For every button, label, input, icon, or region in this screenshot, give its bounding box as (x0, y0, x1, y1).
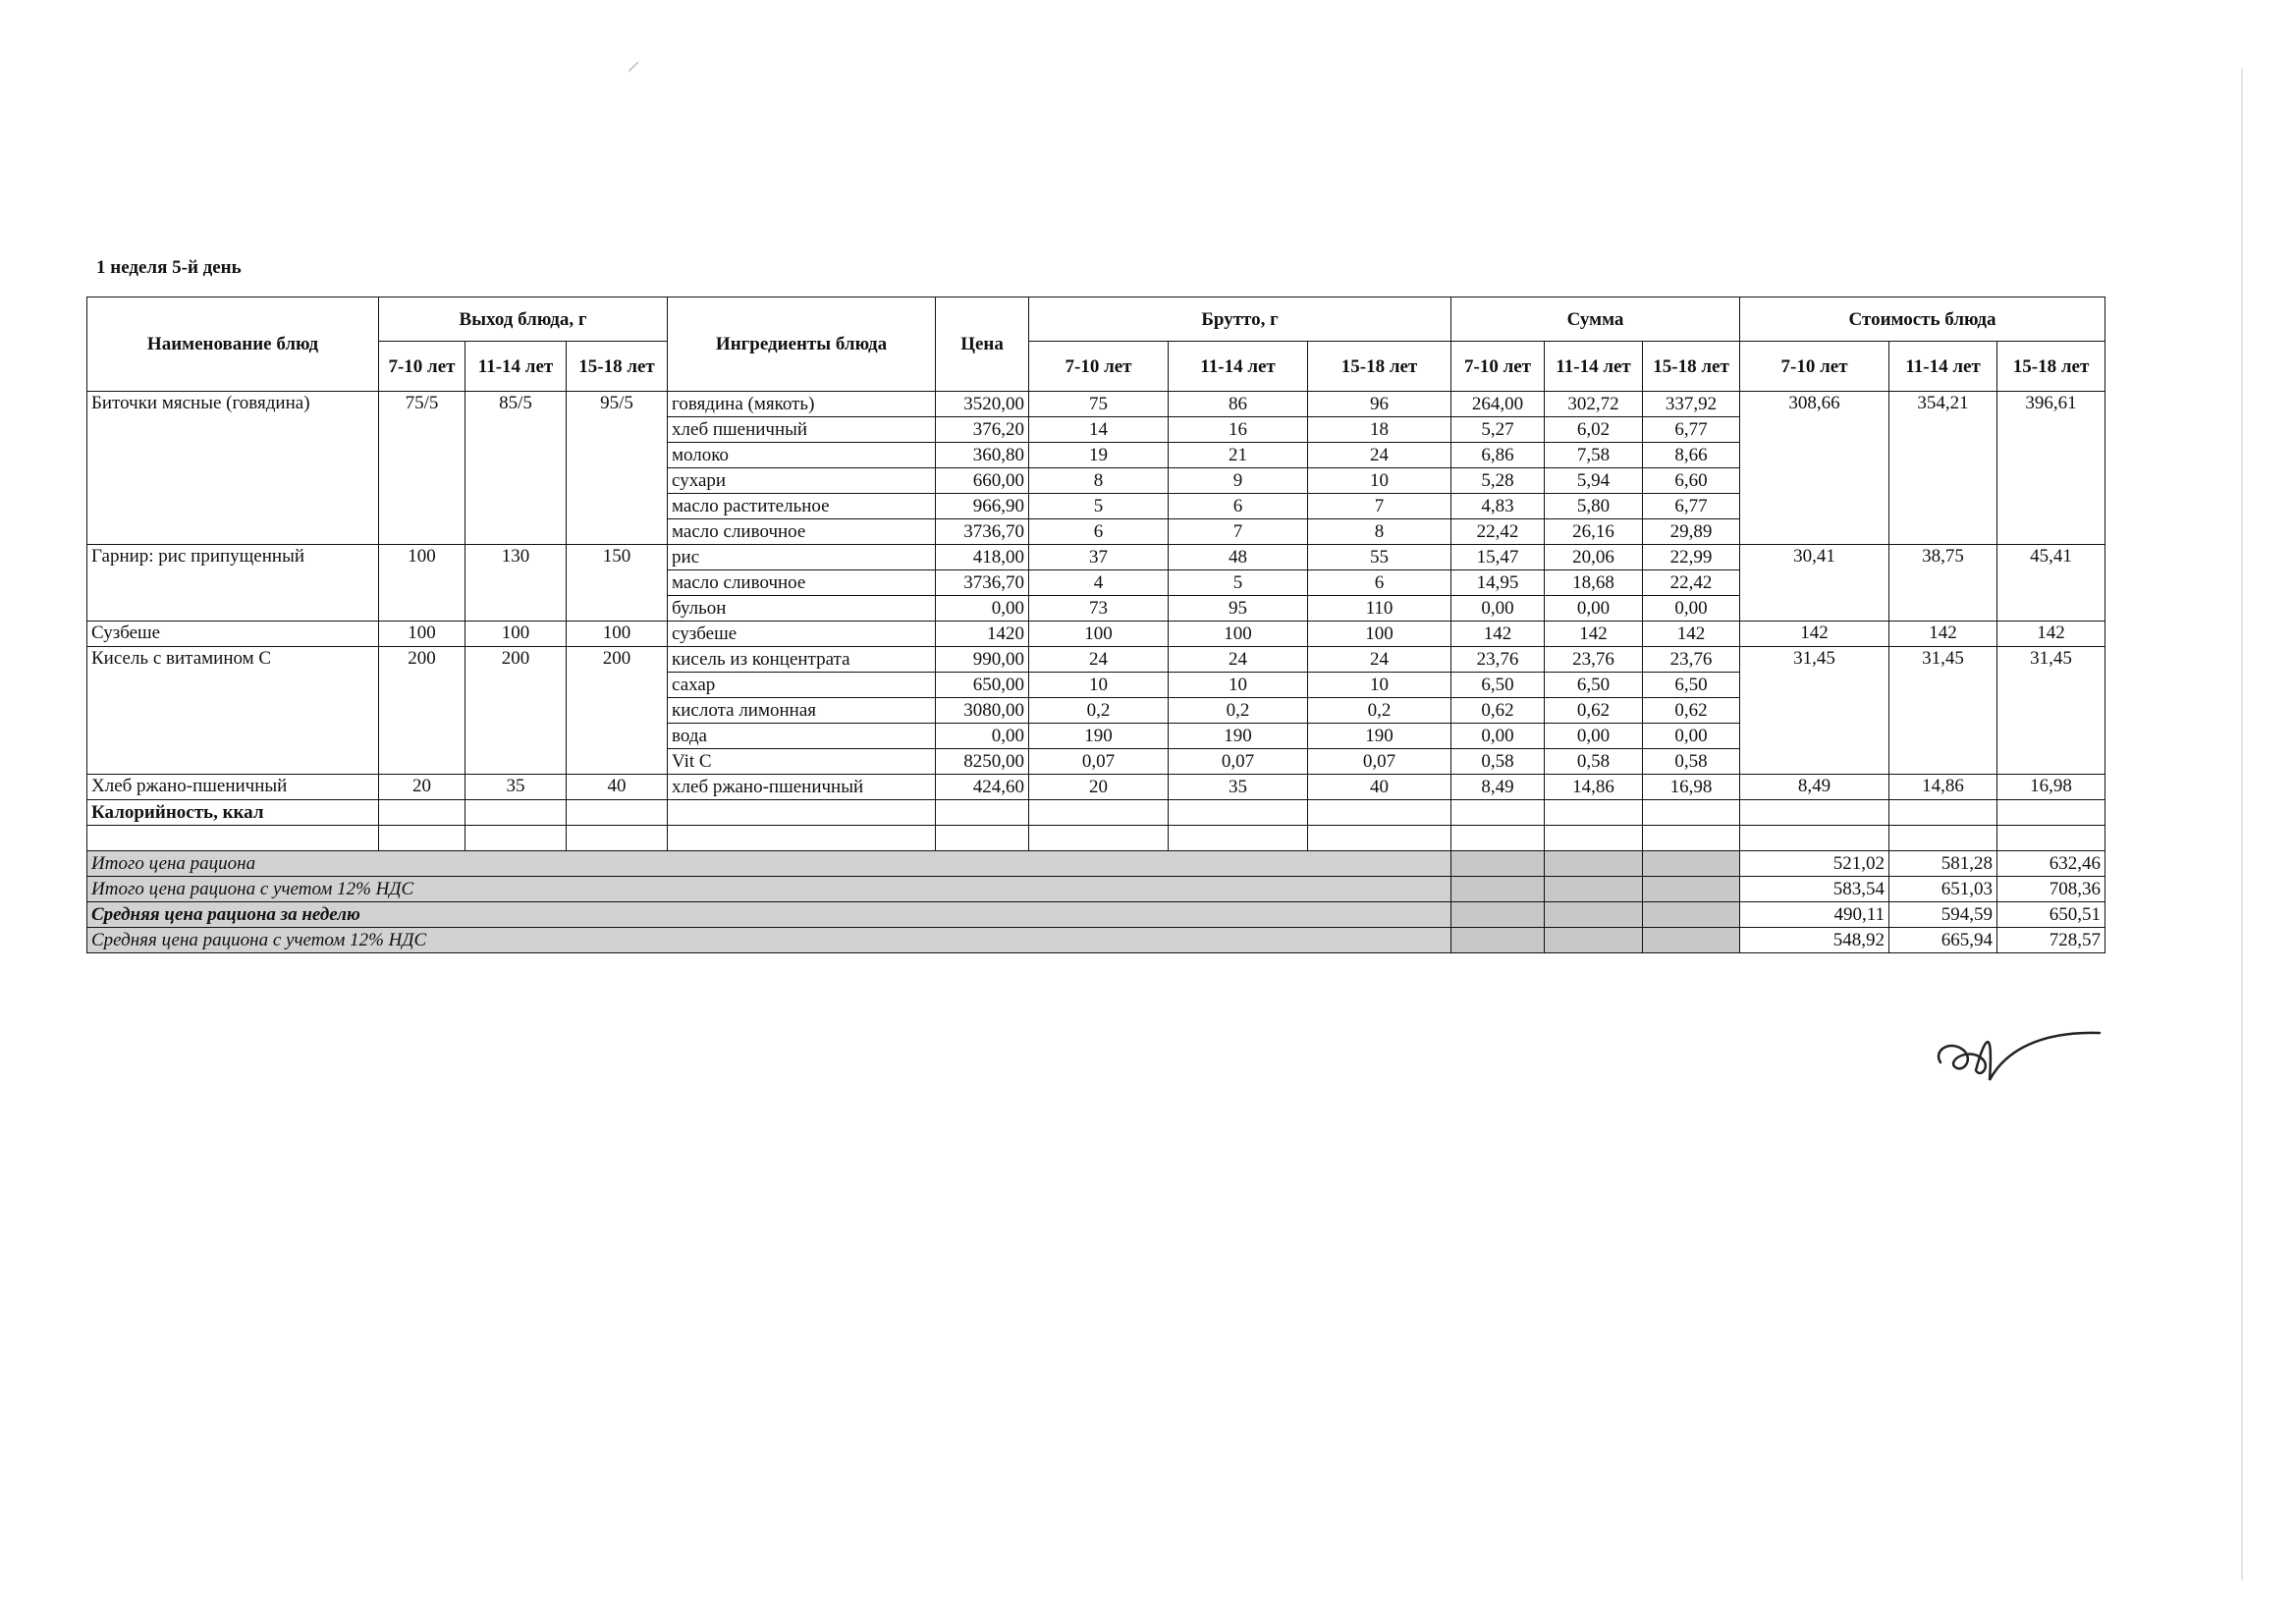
total-label: Средняя цена рациона за неделю (87, 902, 1451, 928)
table-row (87, 545, 2105, 570)
header-cost-age-2: 15-18 лет (1997, 342, 2105, 392)
header-gross: Брутто, г (1029, 298, 1451, 342)
calories-cell (1308, 800, 1451, 826)
scan-page-edge (2241, 69, 2243, 1581)
total-value: 490,11 (1740, 902, 1889, 928)
calories-cell (1740, 800, 1889, 826)
ingredient-price: 376,20 (936, 417, 1029, 443)
ingredient-gross: 96 (1308, 392, 1451, 417)
calories-cell (936, 800, 1029, 826)
dish-output: 200 (379, 647, 465, 775)
header-output-age-0: 7-10 лет (379, 342, 465, 392)
header-dish-name: Наименование блюд (87, 298, 379, 392)
total-sum-cell (1451, 928, 1545, 953)
ingredient-sum: 15,47 (1451, 545, 1545, 570)
ingredient-gross: 35 (1169, 775, 1308, 800)
ingredient-price: 0,00 (936, 724, 1029, 749)
total-row (87, 902, 2105, 928)
spacer-cell (1451, 826, 1545, 851)
ingredient-gross: 95 (1169, 596, 1308, 622)
spacer-cell (1643, 826, 1740, 851)
total-value: 728,57 (1997, 928, 2105, 953)
ingredient-sum: 8,49 (1451, 775, 1545, 800)
ingredient-sum: 23,76 (1643, 647, 1740, 673)
ingredient-gross: 73 (1029, 596, 1169, 622)
calories-cell (1889, 800, 1997, 826)
total-value: 521,02 (1740, 851, 1889, 877)
ingredient-sum: 264,00 (1451, 392, 1545, 417)
total-sum-cell (1643, 902, 1740, 928)
spacer-cell (668, 826, 936, 851)
ingredient-sum: 5,27 (1451, 417, 1545, 443)
ingredient-sum: 14,86 (1545, 775, 1643, 800)
page-title: 1 неделя 5-й день (96, 257, 242, 278)
dish-cost: 38,75 (1889, 545, 1997, 622)
dish-cost: 142 (1997, 622, 2105, 647)
ingredient-gross: 18 (1308, 417, 1451, 443)
dish-cost: 142 (1889, 622, 1997, 647)
ingredient-sum: 0,58 (1451, 749, 1545, 775)
dish-name: Хлеб ржано-пшеничный (87, 775, 379, 800)
ingredient-gross: 10 (1308, 468, 1451, 494)
calories-row (87, 800, 2105, 826)
ingredient-name: сухари (668, 468, 936, 494)
ingredient-gross: 110 (1308, 596, 1451, 622)
total-row (87, 877, 2105, 902)
total-value: 708,36 (1997, 877, 2105, 902)
ingredient-gross: 55 (1308, 545, 1451, 570)
ingredient-sum: 0,58 (1545, 749, 1643, 775)
ingredient-gross: 21 (1169, 443, 1308, 468)
header-gross-age-0: 7-10 лет (1029, 342, 1169, 392)
table-row (87, 392, 2105, 417)
ingredient-name: молоко (668, 443, 936, 468)
ingredient-name: хлеб ржано-пшеничный (668, 775, 936, 800)
ingredient-price: 3736,70 (936, 570, 1029, 596)
ingredient-sum: 26,16 (1545, 519, 1643, 545)
header-sum-age-2: 15-18 лет (1643, 342, 1740, 392)
ingredient-gross: 10 (1029, 673, 1169, 698)
ingredient-sum: 0,62 (1451, 698, 1545, 724)
total-row (87, 928, 2105, 953)
dish-cost: 142 (1740, 622, 1889, 647)
dish-name: Кисель с витамином С (87, 647, 379, 775)
total-value: 651,03 (1889, 877, 1997, 902)
ingredient-price: 966,90 (936, 494, 1029, 519)
ingredient-gross: 10 (1169, 673, 1308, 698)
ingredient-gross: 14 (1029, 417, 1169, 443)
spacer-row (87, 826, 2105, 851)
ingredient-gross: 86 (1169, 392, 1308, 417)
ingredient-sum: 18,68 (1545, 570, 1643, 596)
ingredient-price: 360,80 (936, 443, 1029, 468)
total-label: Итого цена рациона с учетом 12% НДС (87, 877, 1451, 902)
ingredient-gross: 19 (1029, 443, 1169, 468)
dish-name: Биточки мясные (говядина) (87, 392, 379, 545)
dish-output: 200 (465, 647, 567, 775)
ingredient-gross: 75 (1029, 392, 1169, 417)
spacer-cell (567, 826, 668, 851)
ingredient-sum: 22,42 (1451, 519, 1545, 545)
header-cost-age-1: 11-14 лет (1889, 342, 1997, 392)
ingredient-gross: 100 (1169, 622, 1308, 647)
ingredient-gross: 190 (1308, 724, 1451, 749)
header-output-age-2: 15-18 лет (567, 342, 668, 392)
dish-cost: 8,49 (1740, 775, 1889, 800)
header-sum-age-0: 7-10 лет (1451, 342, 1545, 392)
total-sum-cell (1451, 851, 1545, 877)
ingredient-sum: 0,00 (1643, 596, 1740, 622)
table-row (87, 775, 2105, 800)
ingredient-name: масло растительное (668, 494, 936, 519)
dish-cost: 308,66 (1740, 392, 1889, 545)
ingredient-gross: 6 (1308, 570, 1451, 596)
ingredient-gross: 24 (1308, 647, 1451, 673)
total-sum-cell (1545, 851, 1643, 877)
total-value: 581,28 (1889, 851, 1997, 877)
ingredient-price: 650,00 (936, 673, 1029, 698)
header-sum: Сумма (1451, 298, 1740, 342)
ingredient-name: кисель из концентрата (668, 647, 936, 673)
ingredient-name: бульон (668, 596, 936, 622)
ingredient-gross: 24 (1029, 647, 1169, 673)
spacer-cell (936, 826, 1029, 851)
ingredient-gross: 5 (1169, 570, 1308, 596)
dish-output: 75/5 (379, 392, 465, 545)
ingredient-price: 1420 (936, 622, 1029, 647)
ingredient-gross: 6 (1029, 519, 1169, 545)
ingredient-sum: 23,76 (1451, 647, 1545, 673)
calories-label: Калорийность, ккал (87, 800, 379, 826)
dish-cost: 45,41 (1997, 545, 2105, 622)
calories-cell (1643, 800, 1740, 826)
calories-cell (1545, 800, 1643, 826)
total-sum-cell (1545, 928, 1643, 953)
dish-cost: 396,61 (1997, 392, 2105, 545)
header-price: Цена (936, 298, 1029, 392)
ingredient-name: масло сливочное (668, 519, 936, 545)
ingredient-sum: 142 (1451, 622, 1545, 647)
dish-output: 40 (567, 775, 668, 800)
dish-output: 100 (379, 545, 465, 622)
dish-cost: 31,45 (1889, 647, 1997, 775)
ingredient-sum: 16,98 (1643, 775, 1740, 800)
total-value: 594,59 (1889, 902, 1997, 928)
ingredient-sum: 14,95 (1451, 570, 1545, 596)
ingredient-sum: 29,89 (1643, 519, 1740, 545)
header-output: Выход блюда, г (379, 298, 668, 342)
ingredient-price: 3080,00 (936, 698, 1029, 724)
table-row (87, 647, 2105, 673)
ingredient-gross: 40 (1308, 775, 1451, 800)
ingredient-price: 990,00 (936, 647, 1029, 673)
header-cost: Стоимость блюда (1740, 298, 2105, 342)
dish-output: 130 (465, 545, 567, 622)
total-sum-cell (1545, 877, 1643, 902)
header-sum-age-1: 11-14 лет (1545, 342, 1643, 392)
calories-cell (668, 800, 936, 826)
dish-cost: 30,41 (1740, 545, 1889, 622)
ingredient-price: 8250,00 (936, 749, 1029, 775)
ingredient-price: 0,00 (936, 596, 1029, 622)
dish-cost: 16,98 (1997, 775, 2105, 800)
dish-output: 100 (567, 622, 668, 647)
ingredient-name: вода (668, 724, 936, 749)
dish-cost: 14,86 (1889, 775, 1997, 800)
total-value: 548,92 (1740, 928, 1889, 953)
ingredient-sum: 23,76 (1545, 647, 1643, 673)
ingredient-sum: 142 (1545, 622, 1643, 647)
ingredient-sum: 0,00 (1545, 724, 1643, 749)
dish-output: 200 (567, 647, 668, 775)
ingredient-sum: 6,50 (1545, 673, 1643, 698)
ingredient-sum: 6,02 (1545, 417, 1643, 443)
ingredient-gross: 7 (1169, 519, 1308, 545)
ingredient-sum: 6,77 (1643, 417, 1740, 443)
ingredient-gross: 0,2 (1308, 698, 1451, 724)
ingredient-name: сахар (668, 673, 936, 698)
dish-output: 20 (379, 775, 465, 800)
ingredient-gross: 5 (1029, 494, 1169, 519)
dish-cost: 31,45 (1997, 647, 2105, 775)
ingredient-sum: 0,00 (1451, 596, 1545, 622)
ingredient-sum: 0,00 (1451, 724, 1545, 749)
ingredient-gross: 6 (1169, 494, 1308, 519)
ingredient-name: говядина (мякоть) (668, 392, 936, 417)
ingredient-sum: 6,77 (1643, 494, 1740, 519)
total-sum-cell (1451, 877, 1545, 902)
spacer-cell (1169, 826, 1308, 851)
ingredient-sum: 0,00 (1545, 596, 1643, 622)
menu-table (86, 297, 2105, 953)
dish-output: 35 (465, 775, 567, 800)
ingredient-price: 3520,00 (936, 392, 1029, 417)
ingredient-name: хлеб пшеничный (668, 417, 936, 443)
ingredient-gross: 37 (1029, 545, 1169, 570)
ingredient-sum: 0,62 (1643, 698, 1740, 724)
ingredient-gross: 0,2 (1169, 698, 1308, 724)
total-sum-cell (1545, 902, 1643, 928)
ingredient-gross: 20 (1029, 775, 1169, 800)
calories-cell (1029, 800, 1169, 826)
ingredient-gross: 0,07 (1029, 749, 1169, 775)
total-value: 665,94 (1889, 928, 1997, 953)
ingredient-gross: 0,07 (1169, 749, 1308, 775)
ingredient-sum: 4,83 (1451, 494, 1545, 519)
header-gross-age-1: 11-14 лет (1169, 342, 1308, 392)
total-sum-cell (1451, 902, 1545, 928)
total-value: 583,54 (1740, 877, 1889, 902)
ingredient-price: 660,00 (936, 468, 1029, 494)
ingredient-sum: 5,28 (1451, 468, 1545, 494)
header-gross-age-2: 15-18 лет (1308, 342, 1451, 392)
dish-name: Сузбеше (87, 622, 379, 647)
ingredient-name: Vit C (668, 749, 936, 775)
ingredient-sum: 6,60 (1643, 468, 1740, 494)
ingredient-gross: 4 (1029, 570, 1169, 596)
ingredient-gross: 190 (1169, 724, 1308, 749)
spacer-cell (1740, 826, 1889, 851)
ingredient-sum: 0,62 (1545, 698, 1643, 724)
ingredient-gross: 9 (1169, 468, 1308, 494)
spacer-cell (379, 826, 465, 851)
dish-cost: 354,21 (1889, 392, 1997, 545)
ingredient-price: 424,60 (936, 775, 1029, 800)
ingredient-gross: 48 (1169, 545, 1308, 570)
ingredient-sum: 302,72 (1545, 392, 1643, 417)
total-sum-cell (1643, 851, 1740, 877)
ingredient-price: 3736,70 (936, 519, 1029, 545)
ingredient-gross: 8 (1308, 519, 1451, 545)
total-label: Итого цена рациона (87, 851, 1451, 877)
spacer-cell (1997, 826, 2105, 851)
ingredient-gross: 24 (1169, 647, 1308, 673)
ingredient-gross: 0,07 (1308, 749, 1451, 775)
ingredient-gross: 10 (1308, 673, 1451, 698)
ingredient-name: рис (668, 545, 936, 570)
spacer-cell (87, 826, 379, 851)
dish-name: Гарнир: рис припущенный (87, 545, 379, 622)
ingredient-gross: 190 (1029, 724, 1169, 749)
spacer-cell (1029, 826, 1169, 851)
ingredient-name: кислота лимонная (668, 698, 936, 724)
ingredient-name: масло сливочное (668, 570, 936, 596)
header-cost-age-0: 7-10 лет (1740, 342, 1889, 392)
ingredient-sum: 8,66 (1643, 443, 1740, 468)
header-ingredients: Ингредиенты блюда (668, 298, 936, 392)
ingredient-gross: 0,2 (1029, 698, 1169, 724)
dish-output: 100 (465, 622, 567, 647)
calories-cell (1997, 800, 2105, 826)
spacer-cell (1308, 826, 1451, 851)
ingredient-sum: 142 (1643, 622, 1740, 647)
ingredient-gross: 100 (1029, 622, 1169, 647)
ingredient-sum: 22,99 (1643, 545, 1740, 570)
calories-cell (567, 800, 668, 826)
age-header-row (87, 342, 2105, 392)
scan-artifact: ⸝ (627, 46, 641, 77)
ingredient-sum: 5,80 (1545, 494, 1643, 519)
ingredient-sum: 6,50 (1451, 673, 1545, 698)
total-row (87, 851, 2105, 877)
ingredient-gross: 8 (1029, 468, 1169, 494)
total-sum-cell (1643, 928, 1740, 953)
ingredient-name: сузбеше (668, 622, 936, 647)
dish-output: 100 (379, 622, 465, 647)
total-value: 650,51 (1997, 902, 2105, 928)
calories-cell (465, 800, 567, 826)
calories-cell (1451, 800, 1545, 826)
spacer-cell (465, 826, 567, 851)
ingredient-gross: 16 (1169, 417, 1308, 443)
ingredient-sum: 0,00 (1643, 724, 1740, 749)
dish-output: 85/5 (465, 392, 567, 545)
ingredient-gross: 100 (1308, 622, 1451, 647)
total-sum-cell (1643, 877, 1740, 902)
ingredient-sum: 6,86 (1451, 443, 1545, 468)
ingredient-sum: 20,06 (1545, 545, 1643, 570)
header-output-age-1: 11-14 лет (465, 342, 567, 392)
total-value: 632,46 (1997, 851, 2105, 877)
table-row (87, 622, 2105, 647)
ingredient-sum: 0,58 (1643, 749, 1740, 775)
ingredient-sum: 5,94 (1545, 468, 1643, 494)
dish-cost: 31,45 (1740, 647, 1889, 775)
ingredient-sum: 22,42 (1643, 570, 1740, 596)
ingredient-price: 418,00 (936, 545, 1029, 570)
calories-cell (1169, 800, 1308, 826)
ingredient-sum: 6,50 (1643, 673, 1740, 698)
ingredient-gross: 24 (1308, 443, 1451, 468)
dish-output: 95/5 (567, 392, 668, 545)
menu-body (87, 392, 2105, 953)
signature (1933, 1011, 2109, 1090)
total-label: Средняя цена рациона с учетом 12% НДС (87, 928, 1451, 953)
calories-cell (379, 800, 465, 826)
spacer-cell (1545, 826, 1643, 851)
ingredient-sum: 7,58 (1545, 443, 1643, 468)
ingredient-gross: 7 (1308, 494, 1451, 519)
dish-output: 150 (567, 545, 668, 622)
spacer-cell (1889, 826, 1997, 851)
ingredient-sum: 337,92 (1643, 392, 1740, 417)
